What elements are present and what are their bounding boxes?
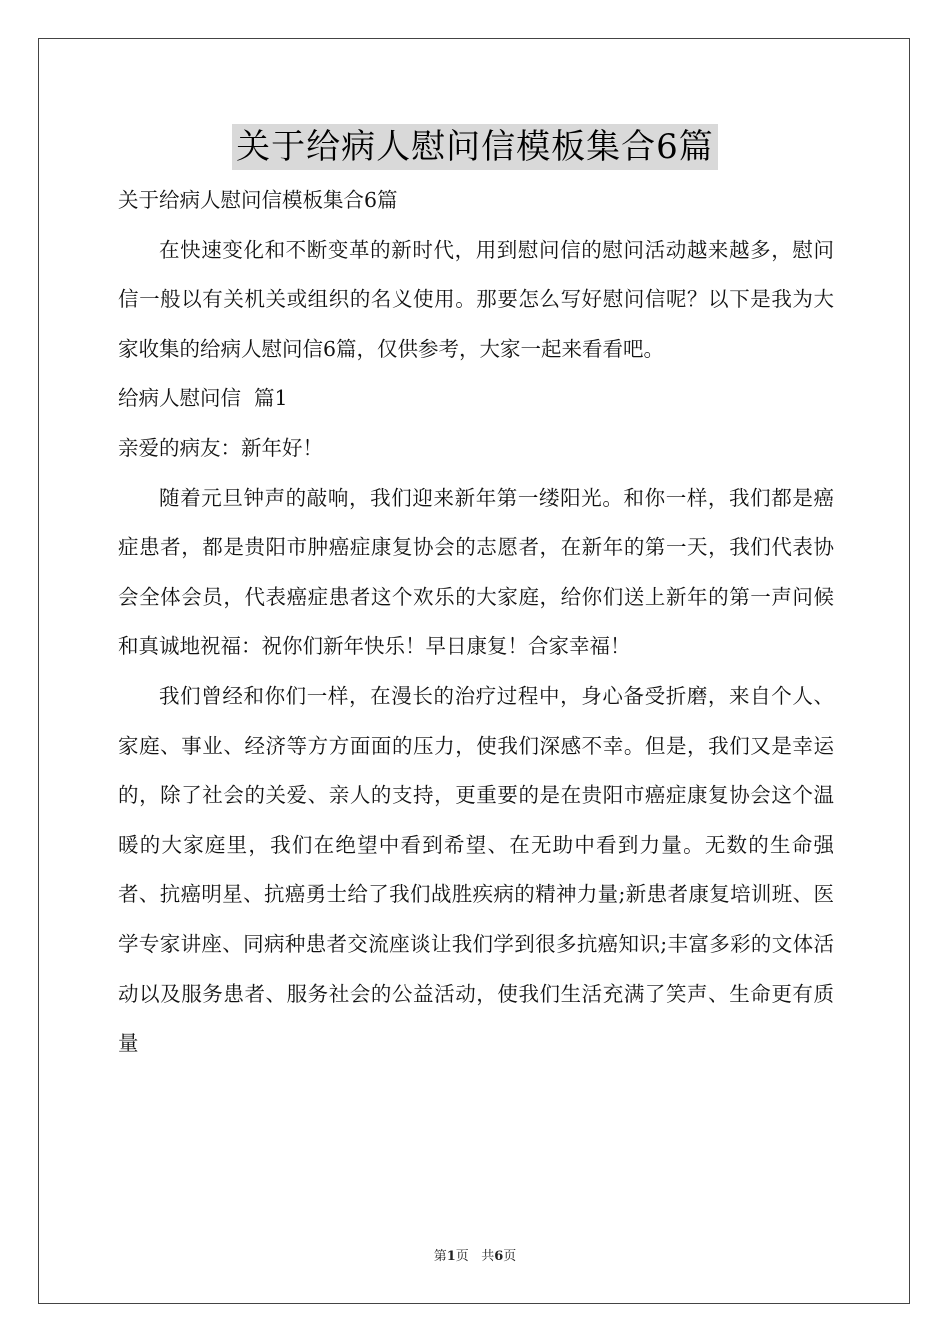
body-paragraph: 我们曾经和你们一样，在漫长的治疗过程中，身心备受折磨，来自个人、家庭、事业、经济等方方面面的压力，使我们深感不幸。但是，我们又是幸运的，除了社会的关爱、亲人的支持，更重要的是在贵阳市癌症康复协会这个温暖的大家庭里，我们在绝望中看到希望、在无助中看到力量。无数的生命强者、抗癌明星、抗癌勇士给了我们战胜疾病的精神力量;新患者康复培训班、医学专家讲座、同病种患者交流座谈让我们学到很多抗癌知识;丰富多彩的文体活动以及服务患者、服务社会的公益活动，使我们生活充满了笑声、生命更有质量: [118, 683, 834, 1056]
document-title: 关于给病人慰问信模板集合6篇: [232, 124, 718, 170]
footer-label: 第: [433, 1249, 447, 1264]
footer-label: 页: [503, 1249, 517, 1264]
title-container: [0, 124, 950, 170]
document-subtitle: 关于给病人慰问信模板集合6篇: [118, 188, 398, 212]
salutation: 亲爱的病友：新年好！: [118, 435, 323, 460]
document-body: [118, 176, 834, 1069]
page-number-current: 1: [446, 1249, 456, 1264]
page-footer: [0, 1245, 950, 1264]
body-paragraph: 随着元旦钟声的敲响，我们迎来新年第一缕阳光。和你一样，我们都是癌症患者，都是贵阳市肿癌症康复协会的志愿者，在新年的第一天，我们代表协会全体会员，代表癌症患者这个欢乐的大家庭，给你们送上新年的第一声问候和真诚地祝福：祝你们新年快乐！早日康复！合家幸福！: [118, 485, 834, 659]
footer-label: 页 共: [455, 1249, 495, 1264]
section-heading: 给病人慰问信 篇1: [118, 386, 288, 411]
intro-paragraph: 在快速变化和不断变革的新时代，用到慰问信的慰问活动越来越多，慰问信一般以有关机关或组织的名义使用。那要怎么写好慰问信呢？以下是我为大家收集的给病人慰问信6篇，仅供参考，大家一起来看看吧。: [118, 237, 834, 361]
page-number-total: 6: [494, 1249, 504, 1264]
